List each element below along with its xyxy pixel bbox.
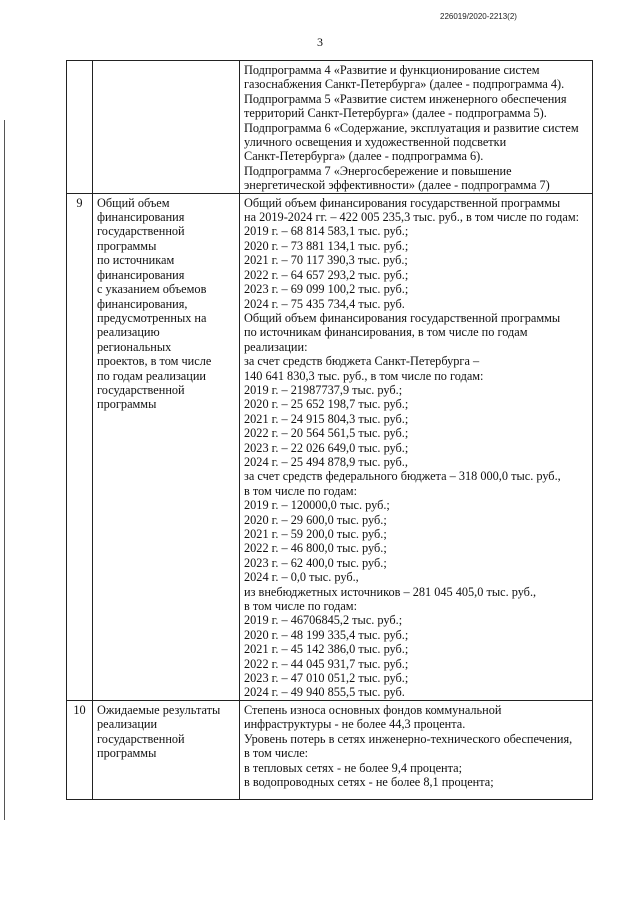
label-line: с указанием объемов: [97, 282, 207, 297]
content-line: инфраструктуры - не более 44,3 процента.: [244, 717, 466, 732]
label-line: программы: [97, 746, 157, 761]
label-line: финансирования,: [97, 296, 188, 311]
label-line: государственной: [97, 731, 185, 746]
content-line: 2022 г. – 20 564 561,5 тыс. руб.;: [244, 426, 409, 441]
content-line: в том числе:: [244, 746, 309, 761]
label-line: проектов, в том числе: [97, 354, 212, 369]
content-line: в том числе по годам:: [244, 483, 358, 498]
row-label: [93, 193, 240, 700]
content-line: 2023 г. – 22 026 649,0 тыс. руб.;: [244, 440, 409, 455]
content-line: Подпрограмма 4 «Развитие и функционирование систем: [244, 63, 540, 77]
content-line: 2021 г. – 24 915 804,3 тыс. руб.;: [244, 411, 409, 426]
content-line: Санкт-Петербурга» (далее - подпрограмма 6).: [244, 149, 484, 164]
content-line: 2019 г. – 68 814 583,1 тыс. руб.;: [244, 224, 409, 239]
content-line: реализации:: [244, 339, 308, 354]
content-line: в тепловых сетях - не более 9,4 процента;: [244, 760, 463, 775]
content-line: 2021 г. – 59 200,0 тыс. руб.;: [244, 527, 387, 541]
document-code: 226019/2020-2213(2): [440, 12, 517, 21]
label-line: программы: [97, 397, 157, 412]
row-number: 9: [67, 193, 93, 700]
margin-scan-line: [4, 120, 5, 820]
content-line: за счет средств бюджета Санкт-Петербурга –: [244, 354, 480, 369]
content-line: за счет средств федерального бюджета – 318 000,0 тыс. руб.,: [244, 469, 561, 484]
content-line: территорий Санкт-Петербурга» (далее - подпрограмма 5).: [244, 106, 547, 121]
content-line: 2022 г. – 44 045 931,7 тыс. руб.;: [244, 656, 409, 671]
row-label: [93, 61, 240, 194]
content-line: Подпрограмма 5 «Развитие систем инженерного обеспечения: [244, 91, 567, 106]
label-line: государственной: [97, 382, 185, 397]
label-line: реализации: [97, 717, 158, 732]
content-line: 2022 г. – 46 800,0 тыс. руб.;: [244, 541, 387, 556]
label-line: Ожидаемые результаты: [97, 702, 221, 717]
row-label: [93, 700, 240, 799]
page-number: 3: [317, 35, 323, 49]
content-line: 2020 г. – 48 199 335,4 тыс. руб.;: [244, 627, 409, 642]
content-line: 2024 г. – 75 435 734,4 тыс. руб.: [244, 296, 405, 311]
content-line: уличного освещения и художественной подсветки: [244, 135, 507, 150]
content-line: Подпрограмма 6 «Содержание, эксплуатация и развитие систем: [244, 120, 579, 135]
content-line: 2022 г. – 64 657 293,2 тыс. руб.;: [244, 267, 409, 282]
table-row: [67, 61, 593, 194]
content-line: 2024 г. – 0,0 тыс. руб.,: [244, 570, 359, 585]
content-line: 140 641 830,3 тыс. руб., в том числе по годам:: [244, 368, 484, 383]
row-number: [67, 61, 93, 194]
content-line: Общий объем финансирования государственной программы: [244, 195, 561, 210]
content-line: 2021 г. – 70 117 390,3 тыс. руб.;: [244, 253, 408, 268]
content-line: энергетической эффективности» (далее - подпрограмма 7): [244, 178, 550, 193]
label-line: по годам реализации: [97, 368, 207, 383]
label-line: финансирования: [97, 210, 185, 225]
content-line: 2023 г. – 47 010 051,2 тыс. руб.;: [244, 671, 409, 686]
content-line: 2020 г. – 29 600,0 тыс. руб.;: [244, 512, 387, 527]
label-line: государственной: [97, 224, 185, 239]
label-line: финансирования: [97, 267, 185, 282]
label-line: программы: [97, 238, 157, 253]
content-line: 2020 г. – 73 881 134,1 тыс. руб.;: [244, 238, 409, 253]
row-content: [240, 700, 593, 799]
content-line: газоснабжения Санкт-Петербурга» (далее - подпрограмма 4).: [244, 77, 565, 92]
content-line: по источникам финансирования, в том числе по годам: [244, 325, 528, 340]
table-row: [67, 193, 593, 700]
content-line: в водопроводных сетях - не более 8,1 процента;: [244, 774, 494, 789]
label-line: региональных: [97, 339, 172, 354]
passport-table: [66, 60, 593, 800]
row-number: 10: [67, 700, 93, 799]
label-line: предусмотренных на: [97, 310, 207, 325]
content-line: 2019 г. – 46706845,2 тыс. руб.;: [244, 613, 403, 628]
content-line: 2024 г. – 25 494 878,9 тыс. руб.,: [244, 454, 408, 469]
content-line: Уровень потерь в сетях инженерно-технического обеспечения,: [244, 731, 573, 746]
content-line: 2019 г. – 21987737,9 тыс. руб.;: [244, 382, 403, 397]
content-line: из внебюджетных источников – 281 045 405,0 тыс. руб.,: [244, 584, 537, 599]
content-line: 2019 г. – 120000,0 тыс. руб.;: [244, 498, 390, 513]
content-line: в том числе по годам:: [244, 599, 358, 614]
content-line: 2021 г. – 45 142 386,0 тыс. руб.;: [244, 642, 409, 657]
row-content: [240, 193, 593, 700]
table-row: [67, 700, 593, 799]
label-line: по источникам: [97, 253, 175, 268]
content-line: Общий объем финансирования государственной программы: [244, 310, 561, 325]
content-line: 2023 г. – 62 400,0 тыс. руб.;: [244, 555, 387, 570]
label-line: Общий объем: [97, 195, 170, 210]
content-line: 2024 г. – 49 940 855,5 тыс. руб.: [244, 685, 405, 700]
content-line: на 2019-2024 гг. – 422 005 235,3 тыс. руб., в том числе по годам:: [244, 210, 580, 225]
label-line: реализацию: [97, 325, 160, 340]
row-content: [240, 61, 593, 194]
content-line: Подпрограмма 7 «Энергосбережение и повышение: [244, 163, 512, 178]
content-line: 2023 г. – 69 099 100,2 тыс. руб.;: [244, 282, 409, 297]
content-line: 2020 г. – 25 652 198,7 тыс. руб.;: [244, 397, 409, 412]
content-line: Степень износа основных фондов коммунальной: [244, 702, 502, 717]
